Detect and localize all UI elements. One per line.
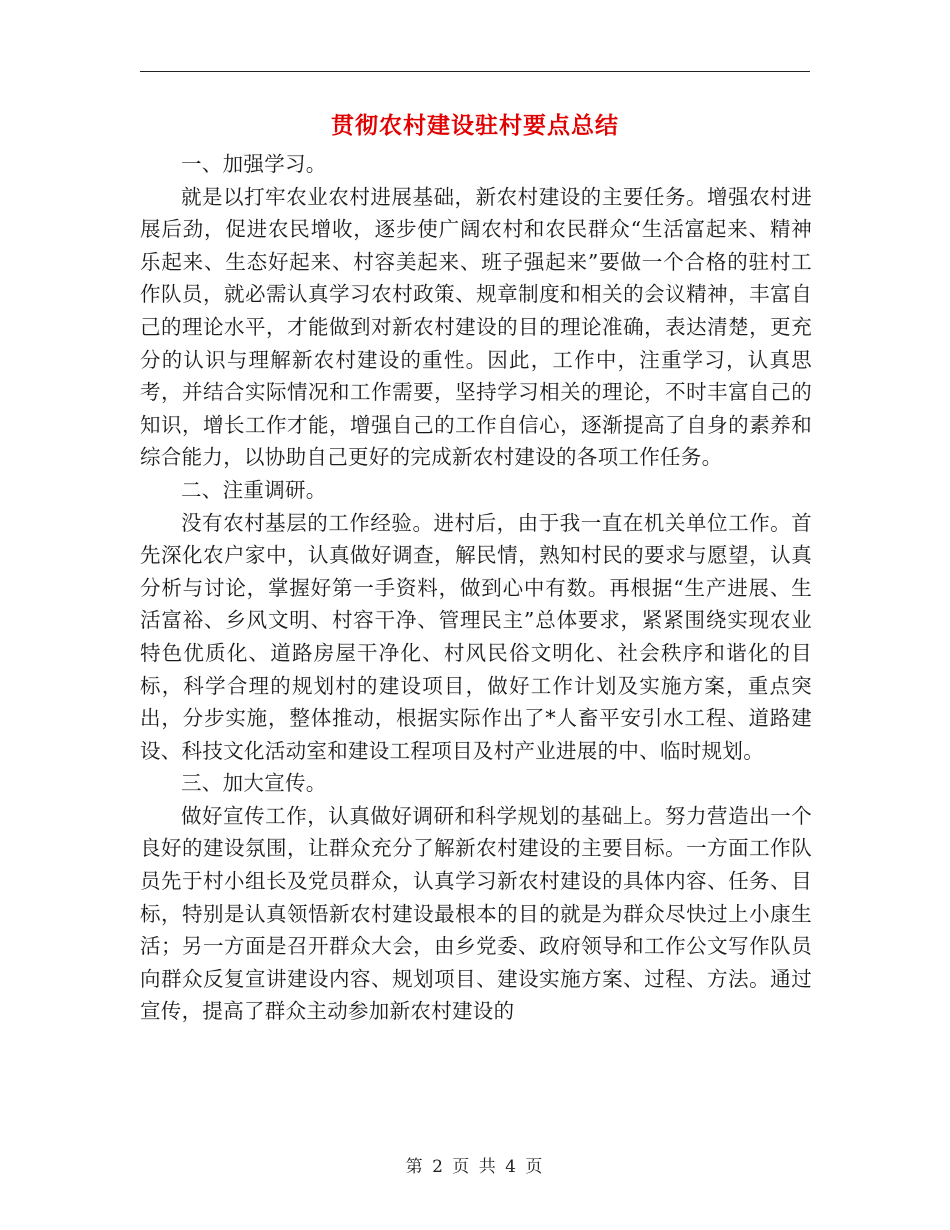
document-title: 贯彻农村建设驻村要点总结 bbox=[331, 112, 619, 139]
header-rule bbox=[140, 71, 810, 72]
paragraph-publicity: 做好宣传工作，认真做好调研和科学规划的基础上。努力营造出一个良好的建设氛围，让群众充分了解新农村建设的主要目标。一方面工作队员先于村小组长及党员群众，认真学习新农村建设的具体内容、任务、目标，特别是认真领悟新农村建设最根本的目的就是为群众尽快过上小康生活；另一方面是召开群众大会，由乡党委、政府领导和工作公文写作队员向群众反复宣讲建设内容、规划项目、建设实施方案、过程、方法。通过宣传，提高了群众主动参加新农村建设的 bbox=[140, 803, 812, 1024]
section-heading-publicity: 三、加大宣传。 bbox=[181, 771, 327, 796]
section-heading-research: 二、注重调研。 bbox=[181, 477, 327, 502]
section-heading-study: 一、加强学习。 bbox=[181, 152, 327, 176]
page-number: 第 2 页 共 4 页 bbox=[405, 1157, 545, 1177]
paragraph-research: 没有农村基层的工作经验。进村后，由于我一直在机关单位工作。首先深化农户家中，认真做好调查，解民情，熟知村民的要求与愿望，认真分析与讨论，掌握好第一手资料，做到心中有数。再根据“生产进展、生活富裕、乡风文明、村容干净、管理民主”总体要求，紧紧围绕实现农业特色优质化、道路房屋干净化、村风民俗文明化、社会秩序和谐化的目标，科学合理的规划村的建设项目，做好工作计划及实施方案，重点突出，分步实施，整体推动，根据实际作出了*人畜平安引水工程、道路建设、科技文化活动室和建设工程项目及村产业进展的中、临时规划。 bbox=[140, 510, 812, 763]
paragraph-study: 就是以打牢农业农村进展基础，新农村建设的主要任务。增强农村进展后劲，促进农民增收，逐步使广阔农村和农民群众“生活富起来、精神乐起来、生态好起来、村容美起来、班子强起来”要做一个合格的驻村工作队员，就必需认真学习农村政策、规章制度和相关的会议精神，丰富自己的理论水平，才能做到对新农村建设的目的理论准确，表达清楚，更充分的认识与理解新农村建设的重性。因此，工作中，注重学习，认真思考，并结合实际情况和工作需要，坚持学习相关的理论，不时丰富自己的知识，增长工作才能，增强自己的工作自信心，逐渐提高了自身的素养和综合能力，以协助自己更好的完成新农村建设的各项工作任务。 bbox=[140, 184, 812, 470]
document-body bbox=[140, 148, 812, 1028]
